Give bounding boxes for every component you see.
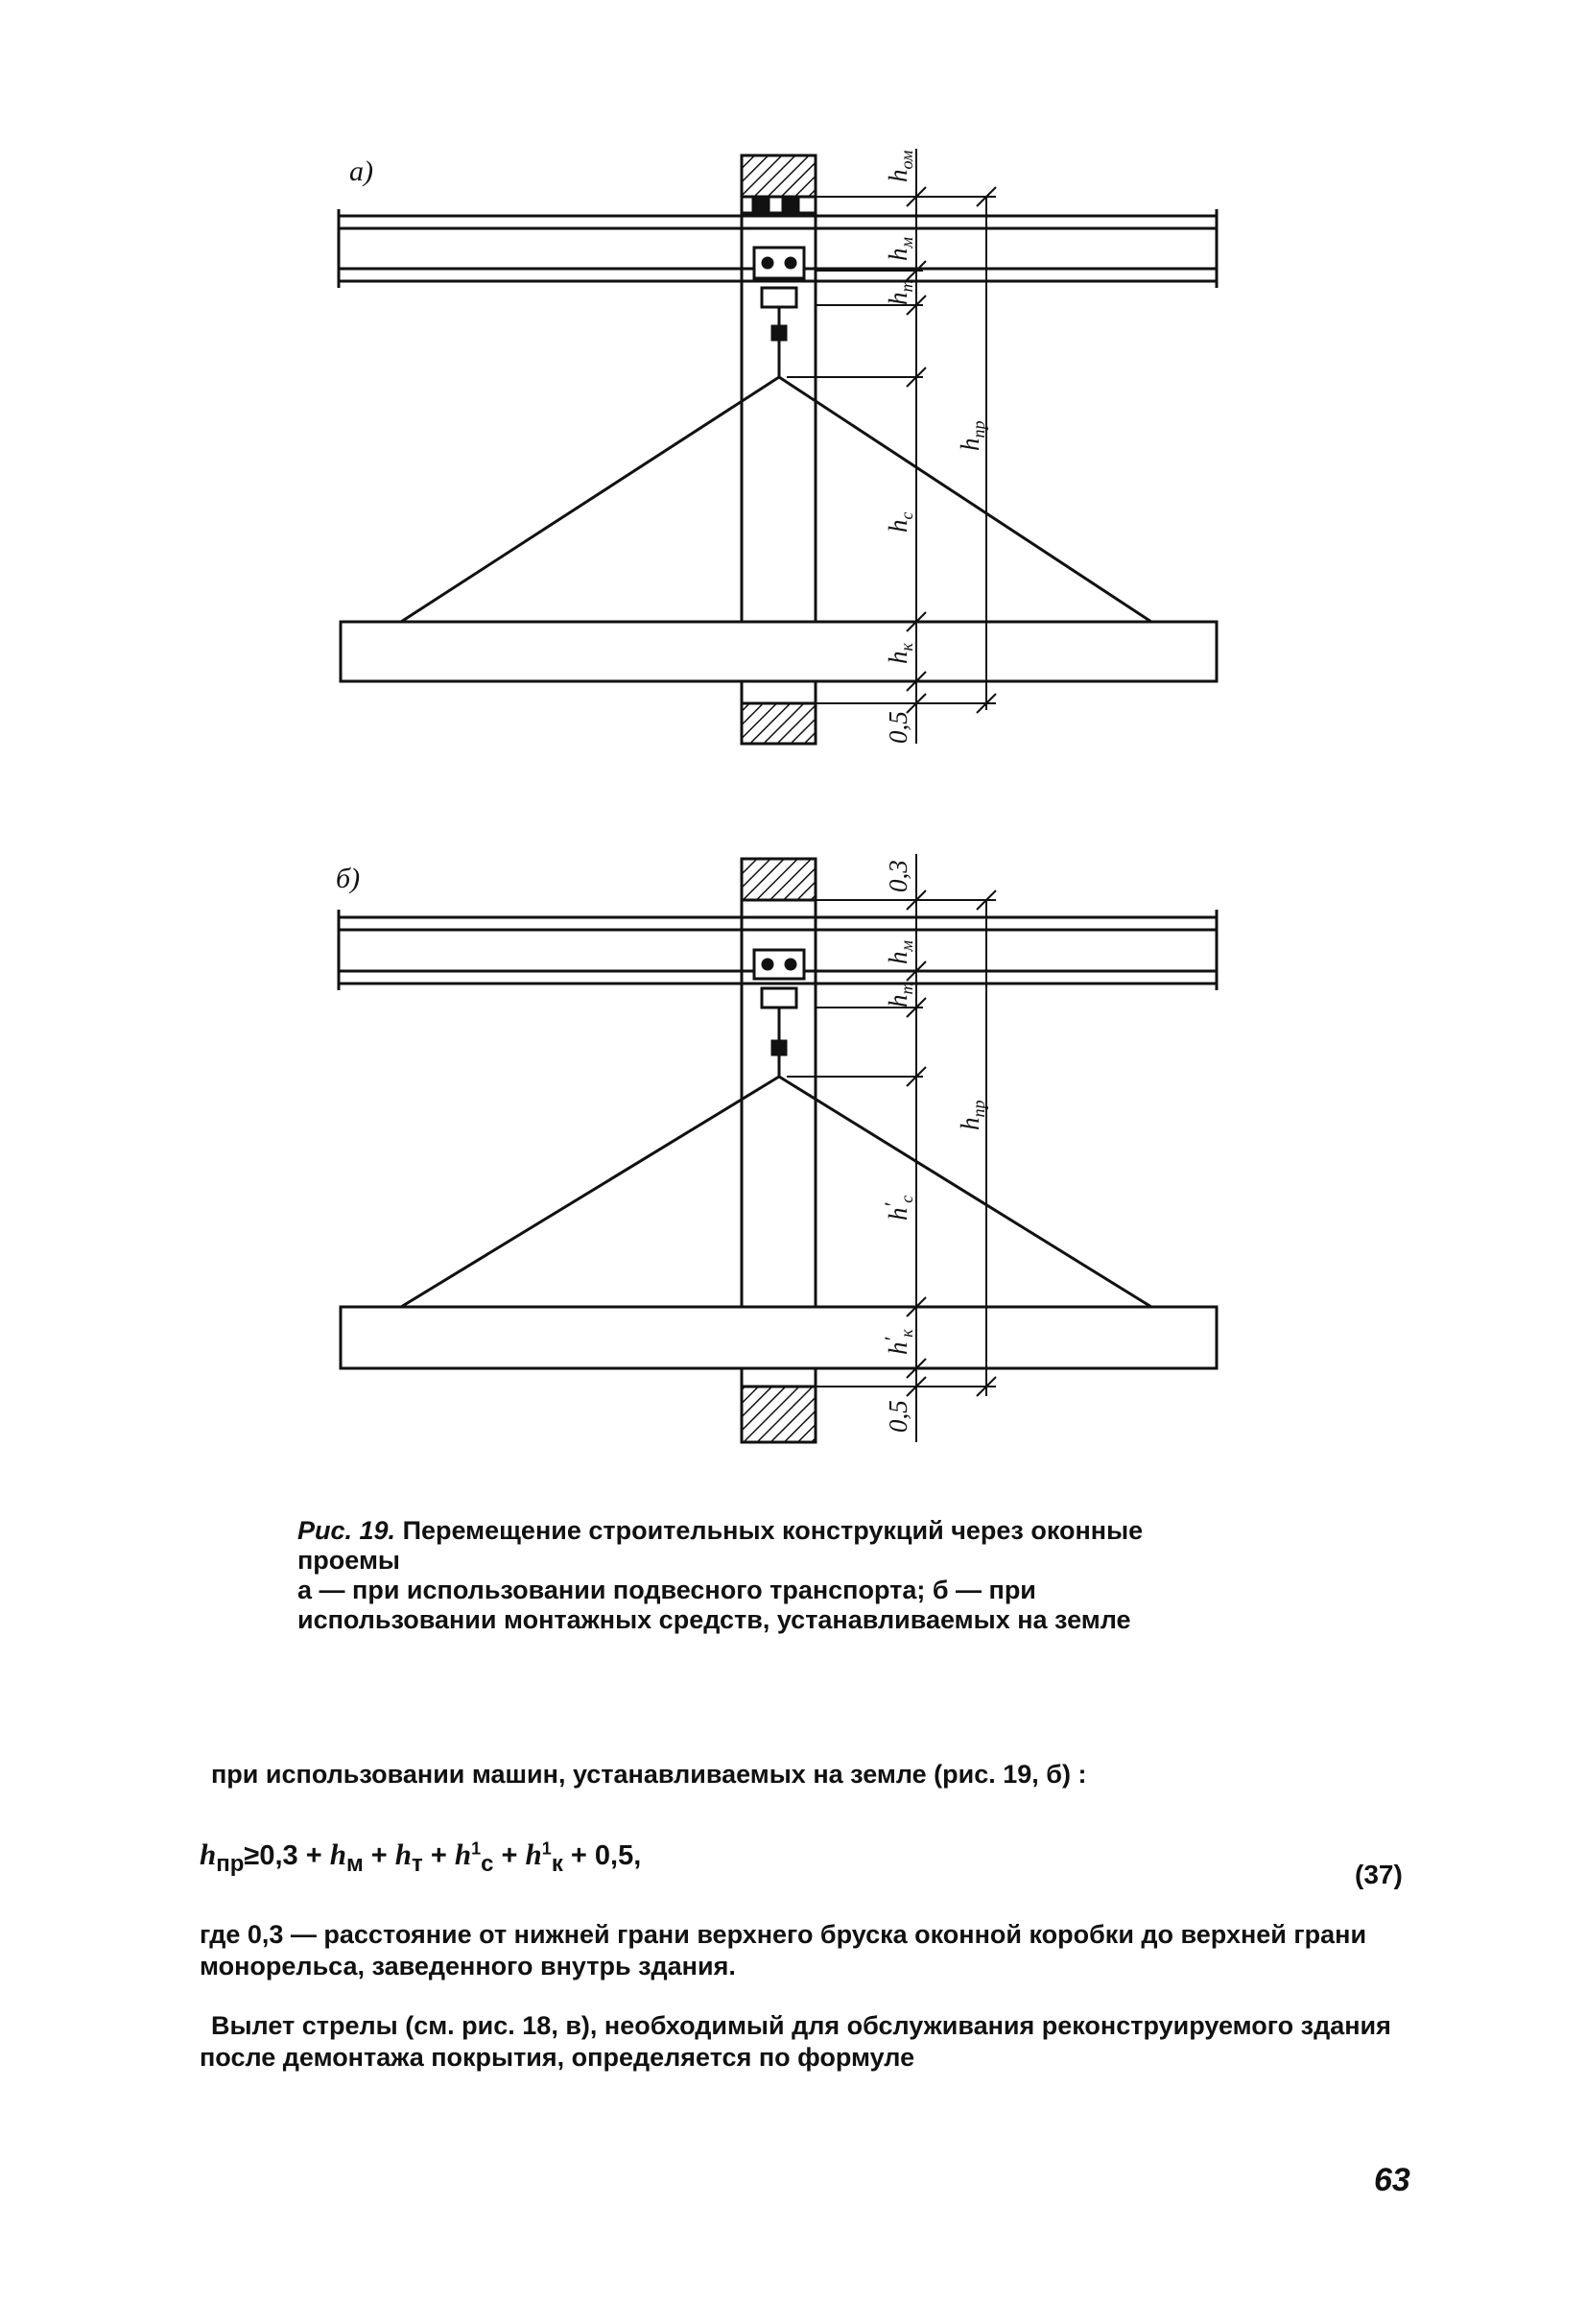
- wall-bottom-a: [742, 703, 816, 744]
- window-frame-block: [783, 197, 798, 212]
- drawing-b-label: б): [336, 863, 361, 894]
- hoist-a: [754, 248, 804, 377]
- caption-body: а — при использовании подвесного транспорта; б — при использовании монтажных средств, устанавливаемых на земле: [297, 1576, 1131, 1634]
- dim-h-m-b: $h_м$: [884, 940, 916, 964]
- sling-left-b: [401, 1077, 779, 1307]
- caption-title: [297, 1516, 1209, 1576]
- where-paragraph: где 0,3 — расстояние от нижней грани верхнего бруска оконной коробки до верхней грани монорельса, заведенного внутрь здания.: [200, 1920, 1367, 1980]
- figure-caption: [297, 1516, 1209, 1635]
- formula-37: $h_{пр}\ge 0,3 + h_м + h_т + h^1_c + h^1_к + 0,5$,: [200, 1838, 642, 1877]
- page-number: 63: [1374, 2162, 1410, 2198]
- dim-h-c-prime: $h'_c$: [880, 1195, 916, 1221]
- sling-right-a: [779, 377, 1151, 622]
- caption-title-text: Перемещение строительных конструкций через оконные проемы: [297, 1516, 1144, 1575]
- dim-h-t: $h_т$: [884, 279, 916, 305]
- dim-h-m: $h_м$: [884, 237, 916, 261]
- drawing-a-label: а): [349, 155, 373, 187]
- dim-h-om: $h_{ом}$: [884, 150, 916, 182]
- body-paragraph: Вылет стрелы (см. рис. 18, в), необходимый для обслуживания реконструируемого здания после демонтажа покрытия, определяется по формуле: [200, 2011, 1391, 2072]
- dim-h-k: $h_к$: [884, 643, 916, 664]
- dim-0-5: 0,5: [884, 711, 912, 744]
- dim-h-c: $h_c$: [884, 511, 916, 533]
- wall-top-a: [742, 155, 816, 197]
- window-frame-block: [753, 197, 769, 212]
- wall-top-b: [742, 859, 816, 900]
- equation-number: (37): [1355, 1860, 1403, 1889]
- structural-element-b: [341, 1307, 1217, 1368]
- drawing-b: [336, 854, 1217, 1442]
- hoist-b: [754, 950, 804, 1077]
- caption-figure-number: Рис. 19.: [297, 1516, 396, 1545]
- structural-element-a: [341, 622, 1217, 681]
- intro-paragraph: при использовании машин, устанавливаемых на земле (рис. 19, б) :: [211, 1760, 1087, 1789]
- dim-h-np: $h_{пр}$: [956, 420, 988, 451]
- drawing-a: [339, 149, 1217, 744]
- dim-h-np-b: $h_{пр}$: [956, 1100, 988, 1130]
- dim-h-k-prime: $h'_к$: [880, 1329, 916, 1355]
- sling-left-a: [401, 377, 779, 622]
- wall-bottom-b: [742, 1387, 816, 1442]
- dim-h-t-b: $h_т$: [884, 982, 916, 1008]
- dim-0-3: 0,3: [884, 860, 912, 892]
- sling-right-b: [779, 1077, 1151, 1307]
- dim-0-5-b: 0,5: [884, 1400, 912, 1433]
